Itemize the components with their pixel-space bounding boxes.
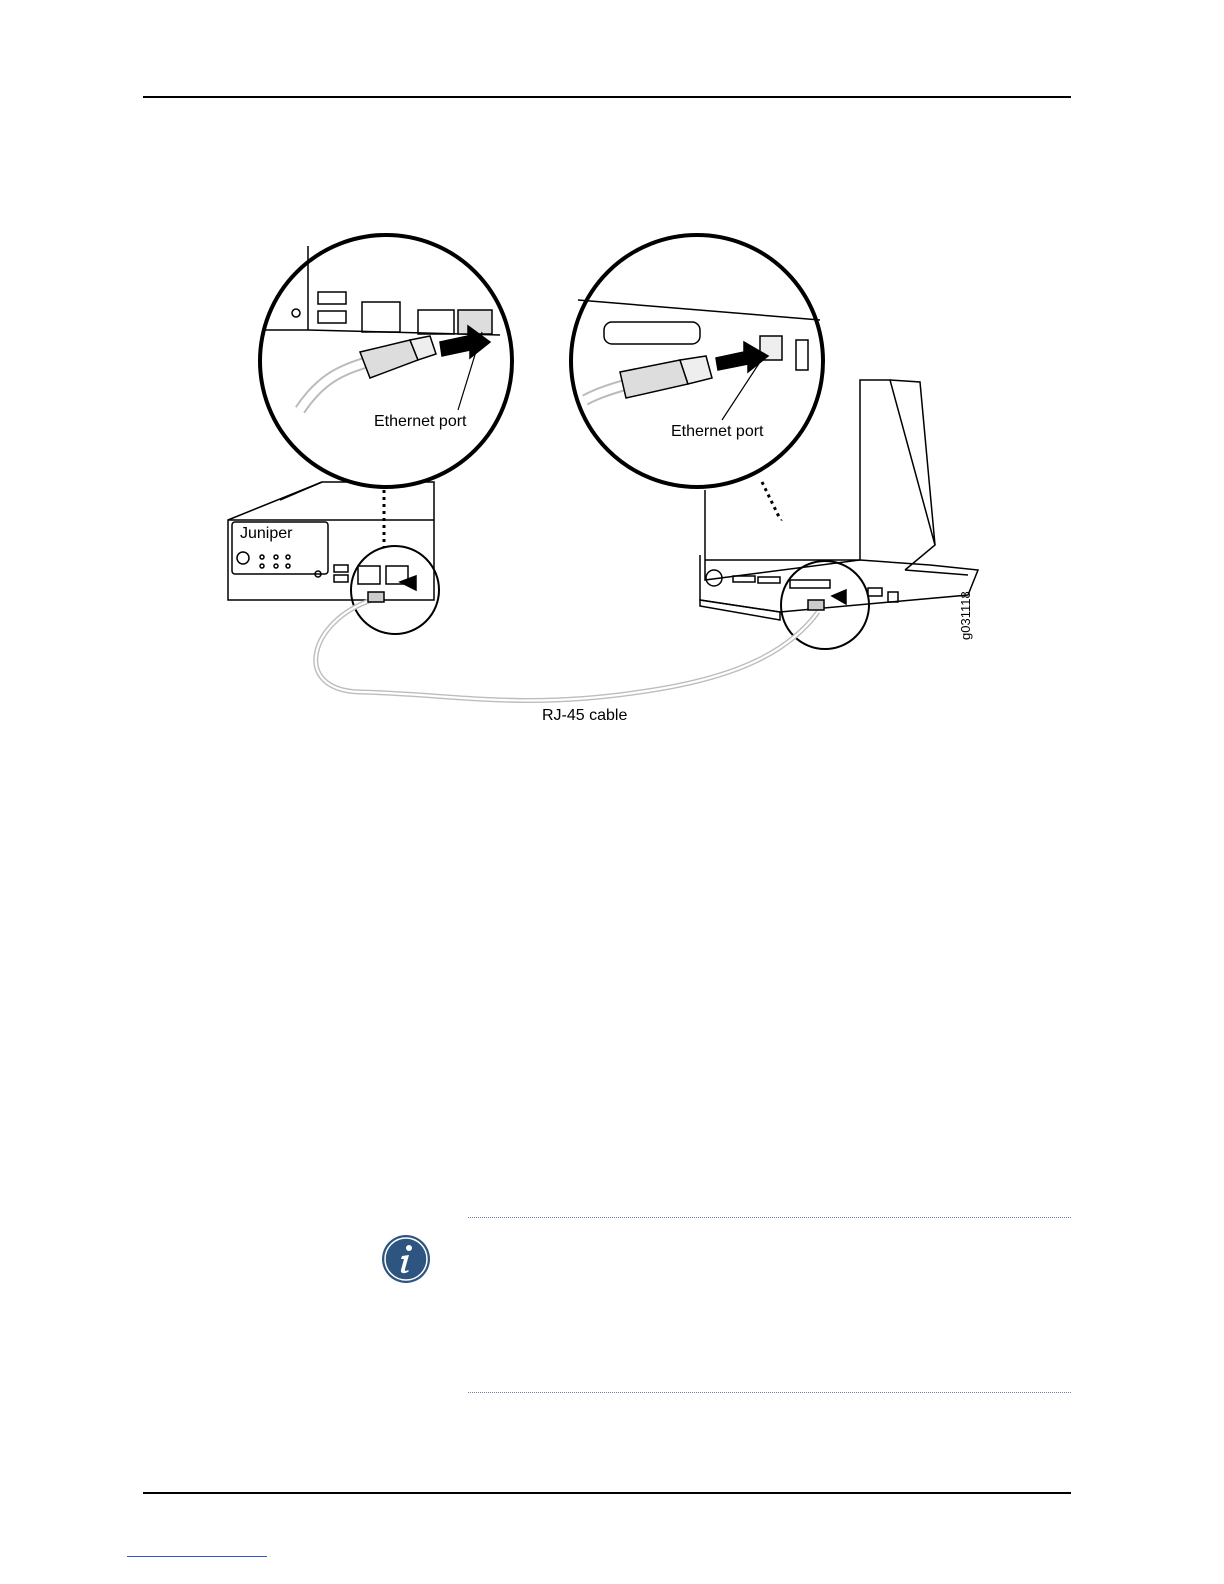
note-top-rule [468, 1217, 1071, 1218]
rj45-cable-label: RJ-45 cable [542, 707, 628, 724]
connection-figure [0, 0, 1224, 760]
info-icon [380, 1233, 432, 1285]
footer-rule [143, 1492, 1071, 1494]
figure-id: g031118 [958, 591, 973, 640]
brand-logo: Juniper [240, 525, 293, 542]
router-ethernet-port-label: Ethernet port [374, 413, 467, 430]
note-bottom-rule [468, 1392, 1071, 1393]
router-zoom-large [260, 235, 512, 487]
laptop-ethernet-port-label: Ethernet port [671, 423, 764, 440]
laptop-zoom-large [571, 235, 823, 487]
footer-link-underline[interactable] [127, 1556, 267, 1557]
